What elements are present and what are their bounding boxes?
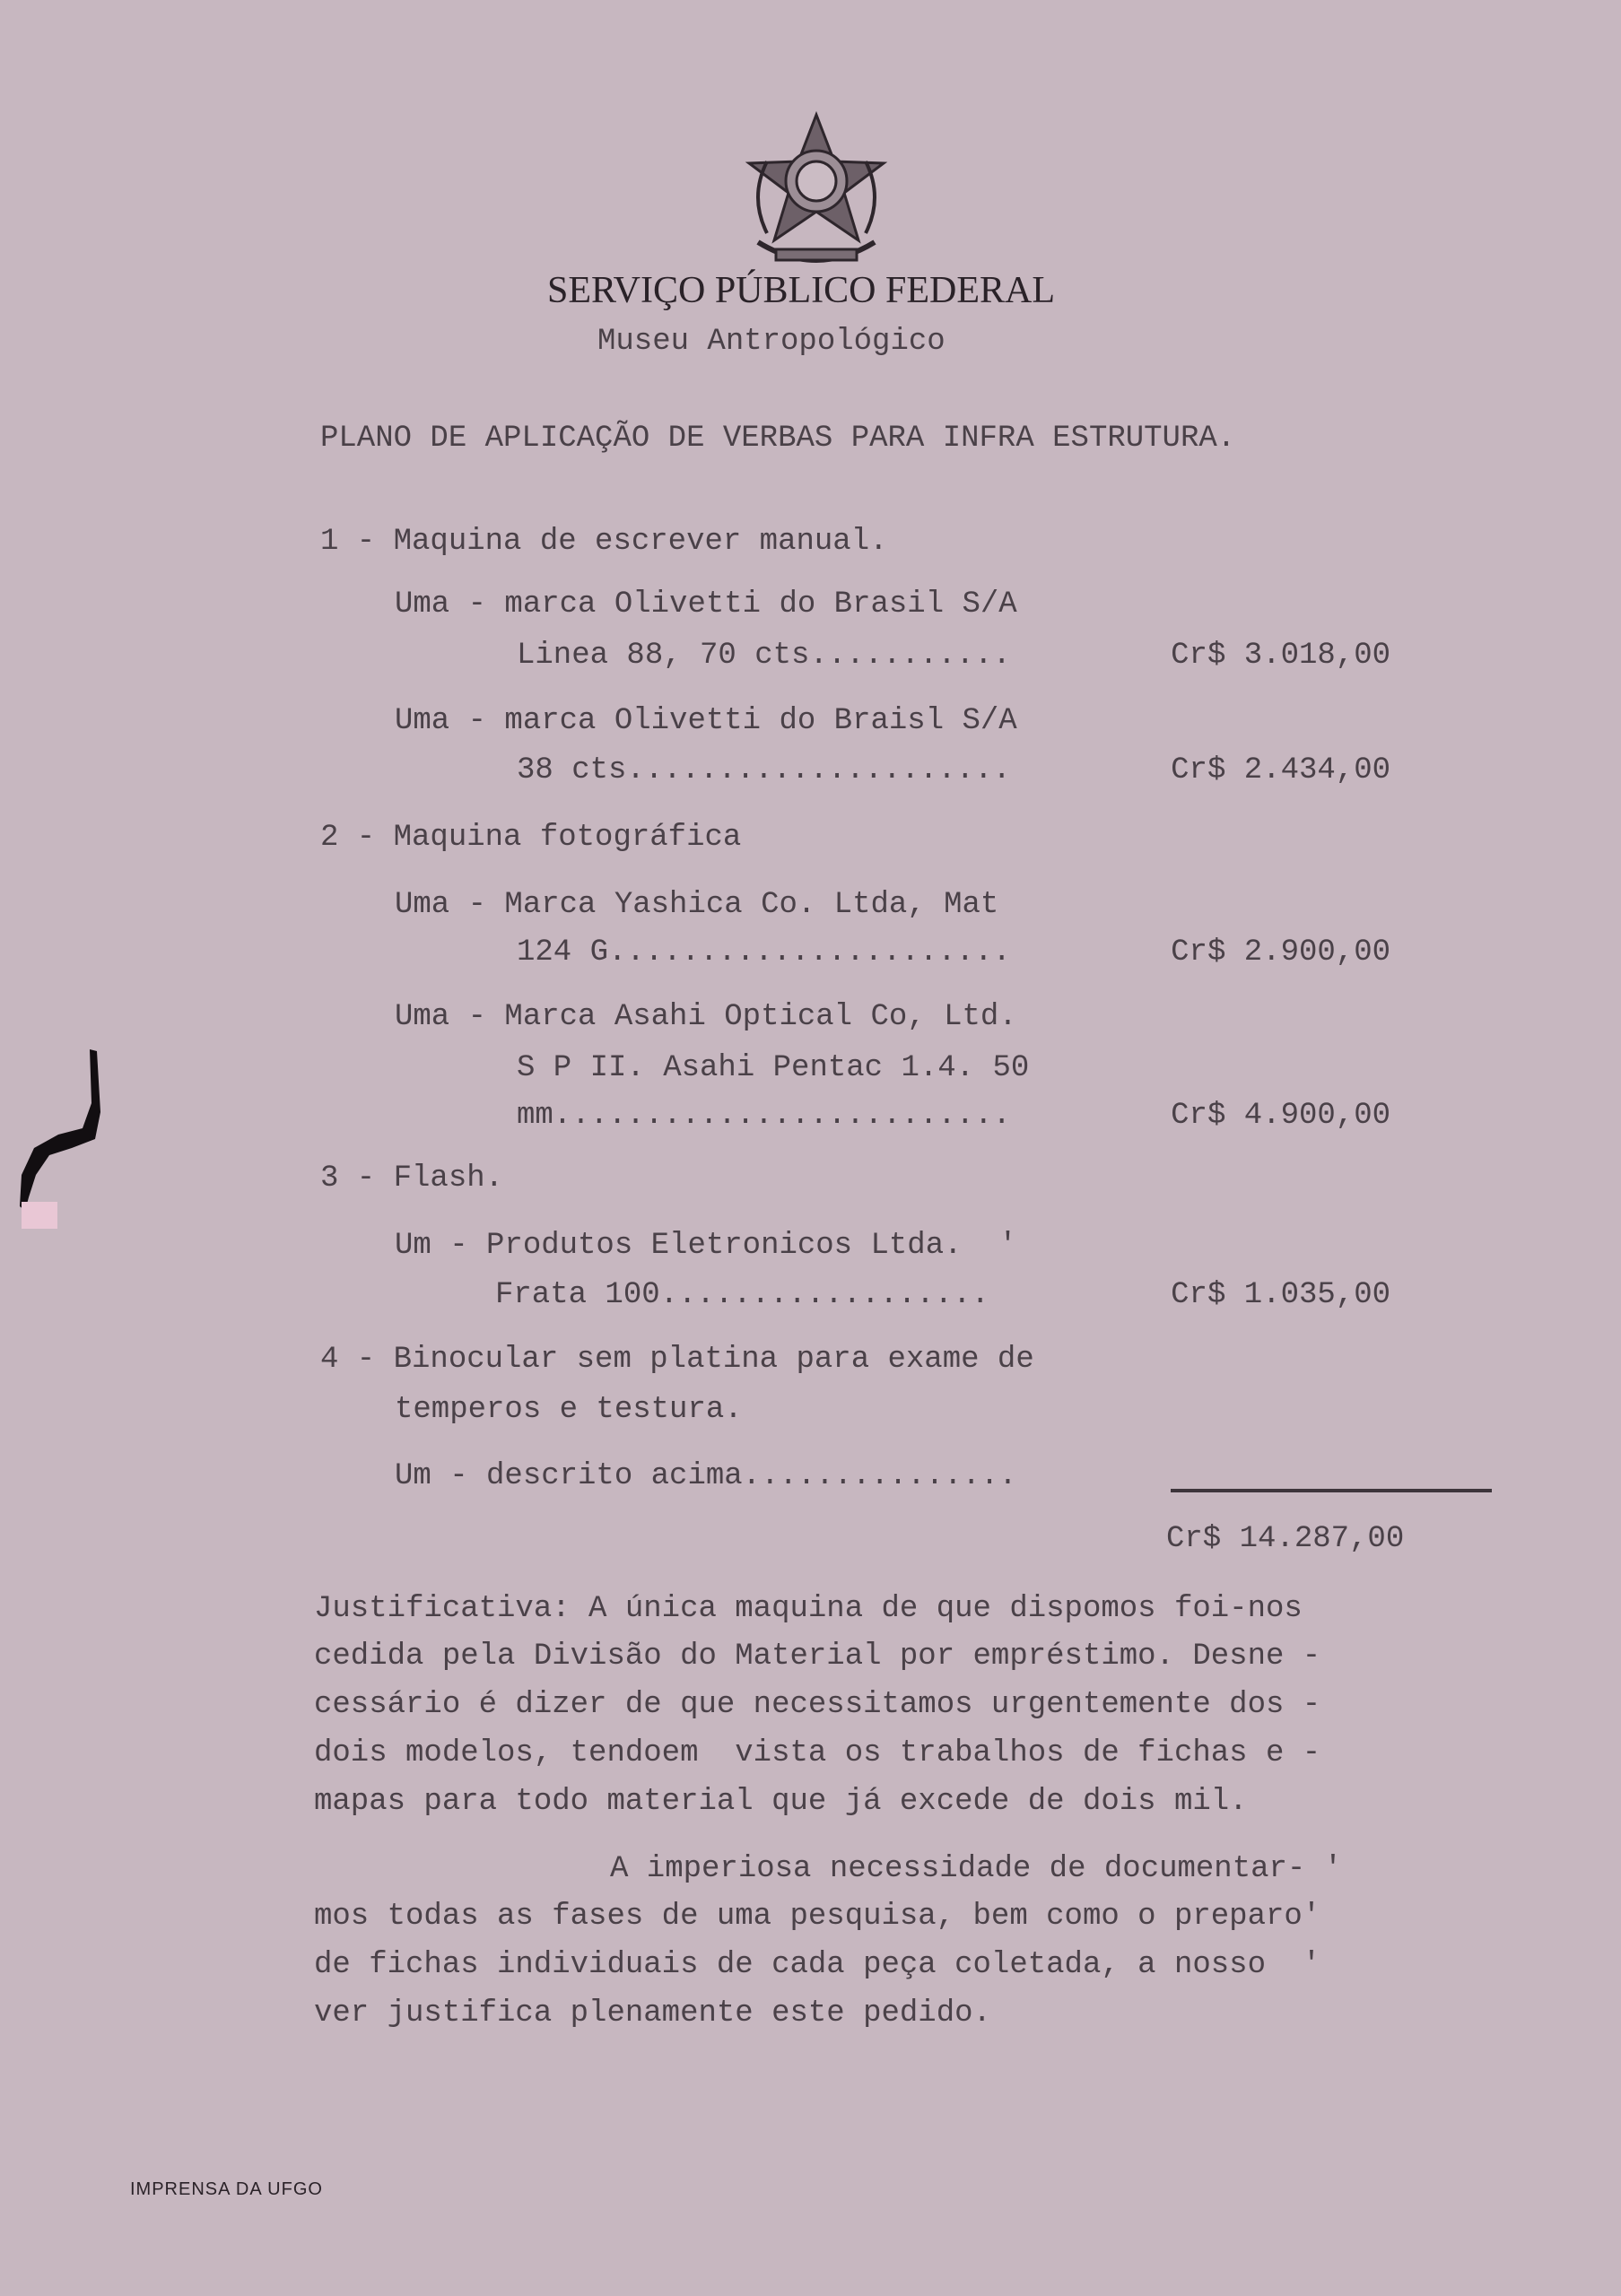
item-3-entry-1-line2: Frata 100.................. xyxy=(495,1278,989,1312)
item-4-heading-line1: 4 - Binocular sem platina para exame de xyxy=(320,1343,1034,1377)
item-2-heading: 2 - Maquina fotográfica xyxy=(320,821,742,855)
paragraph2-line-4: ver justifica plenamente este pedido. xyxy=(314,1996,991,2031)
item-1-entry-1-amount: Cr$ 3.018,00 xyxy=(1171,639,1390,673)
item-2-entry-2-line2: S P II. Asahi Pentac 1.4. 50 xyxy=(517,1051,1030,1085)
coat-of-arms-icon xyxy=(740,108,893,278)
item-2-entry-2-amount: Cr$ 4.900,00 xyxy=(1171,1099,1390,1133)
item-1-entry-1-line1: Uma - marca Olivetti do Brasil S/A xyxy=(395,587,1017,622)
department-name: Museu Antropológico xyxy=(597,325,946,359)
item-1-entry-2-amount: Cr$ 2.434,00 xyxy=(1171,753,1390,787)
paragraph2-line-3: de fichas individuais de cada peça coletada, a nosso ' xyxy=(314,1948,1321,1982)
item-2-entry-2-line3: mm......................... xyxy=(517,1099,1011,1133)
paragraph2-line-2: mos todas as fases de uma pesquisa, bem como o preparo' xyxy=(314,1900,1321,1934)
item-2-entry-1-line2: 124 G...................... xyxy=(517,935,1011,970)
document-title: PLANO DE APLICAÇÃO DE VERBAS PARA INFRA ESTRUTURA. xyxy=(320,422,1236,456)
item-3-heading: 3 - Flash. xyxy=(320,1161,504,1196)
item-3-entry-1-amount: Cr$ 1.035,00 xyxy=(1171,1278,1390,1312)
ink-blot xyxy=(9,1040,108,1274)
total-rule xyxy=(1171,1489,1492,1492)
paragraph2-line-1: A imperiosa necessidade de documentar- ' xyxy=(610,1852,1343,1886)
printer-footer: IMPRENSA DA UFGO xyxy=(130,2179,323,2199)
item-2-entry-1-amount: Cr$ 2.900,00 xyxy=(1171,935,1390,970)
item-1-entry-2-line1: Uma - marca Olivetti do Braisl S/A xyxy=(395,704,1017,738)
justification-line-4: dois modelos, tendoem vista os trabalhos de fichas e - xyxy=(314,1736,1321,1770)
justification-line-2: cedida pela Divisão do Material por empréstimo. Desne - xyxy=(314,1639,1321,1674)
justification-line-3: cessário é dizer de que necessitamos urgentemente dos - xyxy=(314,1688,1321,1722)
org-name: SERVIÇO PÚBLICO FEDERAL xyxy=(547,270,1056,311)
item-1-entry-2-line2: 38 cts..................... xyxy=(517,753,1011,787)
item-1-heading: 1 - Maquina de escrever manual. xyxy=(320,525,888,559)
item-3-entry-1-line1: Um - Produtos Eletronicos Ltda. ' xyxy=(395,1229,1017,1263)
justification-line-5: mapas para todo material que já excede de dois mil. xyxy=(314,1785,1248,1819)
justification-line-1: Justificativa: A única maquina de que dispomos foi-nos xyxy=(314,1592,1303,1626)
item-1-entry-1-line2: Linea 88, 70 cts........... xyxy=(517,639,1011,673)
item-4-heading-line2: temperos e testura. xyxy=(395,1393,743,1427)
item-4-entry-1-line1: Um - descrito acima............... xyxy=(395,1459,1017,1493)
item-2-entry-1-line1: Uma - Marca Yashica Co. Ltda, Mat xyxy=(395,888,999,922)
total-amount: Cr$ 14.287,00 xyxy=(1166,1522,1405,1556)
item-2-entry-2-line1: Uma - Marca Asahi Optical Co, Ltd. xyxy=(395,1000,1017,1034)
